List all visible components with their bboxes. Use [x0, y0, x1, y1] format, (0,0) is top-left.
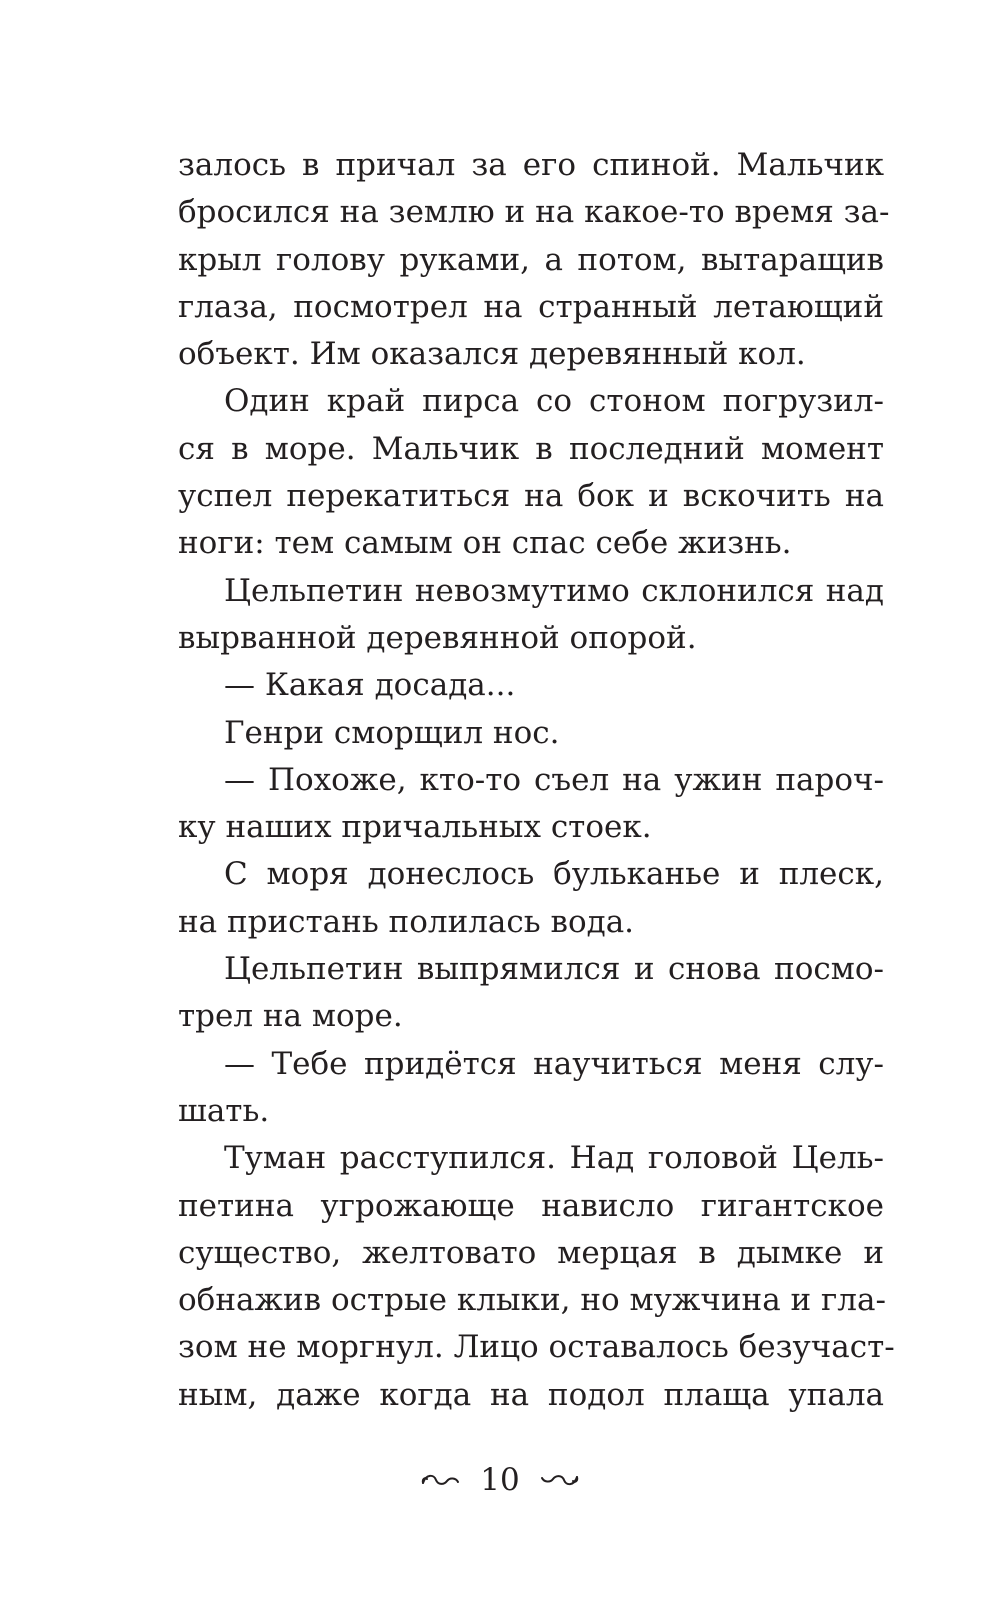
text-line: Цельпетин невозмутимо склонился над	[224, 572, 884, 609]
text-line: существо, желтовато мерцая в дымке и	[178, 1234, 884, 1271]
text-line: на пристань полилась вода.	[178, 903, 635, 940]
text-line: бросился на землю и на какое-то время за-	[178, 194, 890, 231]
text-line: глаза, посмотрел на странный летающий	[178, 288, 884, 325]
text-line: обнажив острые клыки, но мужчина и гла-	[178, 1282, 886, 1319]
text-line: — Похоже, кто-то съел на ужин пароч-	[224, 761, 884, 798]
text-line: — Тебе придётся научиться меня слу-	[224, 1045, 884, 1082]
text-line: шать.	[178, 1092, 270, 1129]
text-line: успел перекатиться на бок и вскочить на	[178, 478, 884, 515]
text-line: Генри сморщил нос.	[224, 714, 560, 751]
text-line: залось в причал за его спиной. Мальчик	[178, 147, 884, 183]
page-number: 10	[480, 1461, 520, 1498]
swirl-left-icon	[420, 1460, 460, 1500]
text-line: ся в море. Мальчик в последний момент	[178, 430, 884, 467]
text-line: ку наших причальных стоек.	[178, 809, 652, 846]
text-line: — Какая досада...	[224, 667, 516, 704]
page-footer	[0, 1458, 1000, 1500]
swirl-right-icon	[540, 1460, 580, 1500]
text-line: Туман расступился. Над головой Цель-	[224, 1140, 884, 1177]
text-line: крыл голову руками, а потом, вытаращив	[178, 241, 884, 278]
body-text	[178, 142, 895, 1419]
text-line: трел на море.	[178, 998, 403, 1035]
text-line: ноги: тем самым он спас себе жизнь.	[178, 525, 792, 562]
text-line: С моря донеслось бульканье и плеск,	[224, 856, 884, 893]
text-line: зом не моргнул. Лицо оставалось безучаст-	[178, 1329, 895, 1366]
text-line: объект. Им оказался деревянный кол.	[178, 336, 806, 373]
text-line: вырванной деревянной опорой.	[178, 619, 697, 656]
text-line: ным, даже когда на подол плаща упала	[178, 1376, 884, 1413]
text-line: петина угрожающе нависло гигантское	[178, 1187, 884, 1224]
text-line: Цельпетин выпрямился и снова посмо-	[224, 951, 884, 988]
text-line: Один край пирса со стоном погрузил-	[224, 383, 884, 420]
